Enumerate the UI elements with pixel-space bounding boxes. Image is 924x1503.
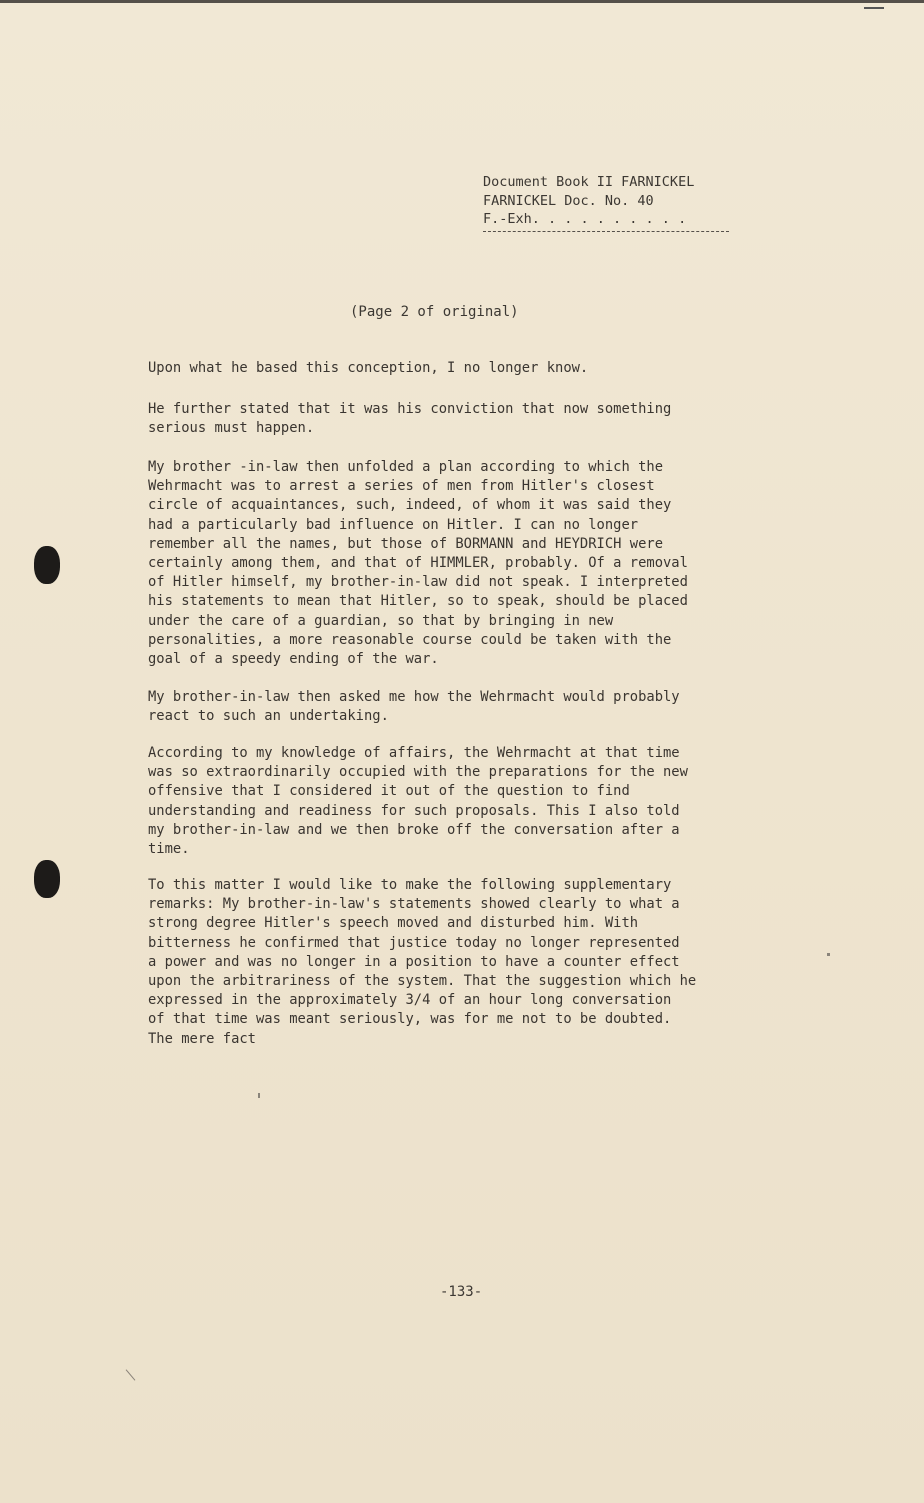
text-line: remarks: My brother-in-law's statements showed clearly to what a [148,896,680,913]
text-line: of Hitler himself, my brother-in-law did not speak. I interpreted [148,574,688,591]
text-line: certainly among them, and that of HIMMLER, probably. Of a removal [148,555,688,572]
document-header [483,173,733,232]
text-line: He further stated that it was his conviction that now something [148,401,672,417]
text-line: My brother-in-law then asked me how the Wehrmacht would probably [148,689,680,705]
text-line: personalities, a more reasonable course could be taken with the [148,631,672,648]
text-line: his statements to mean that Hitler, so to speak, should be placed [148,593,688,610]
paragraph-2 [148,400,778,438]
corner-mark [864,1,884,9]
text-line: serious must happen. [148,420,315,437]
text-line: Wehrmacht was to arrest a series of men from Hitler's closest [148,478,655,495]
paragraph-1 [148,359,778,378]
text-line: understanding and readiness for such proposals. This I also told [148,802,680,819]
text-line: According to my knowledge of affairs, the Wehrmacht at that time [148,745,680,761]
text-line: was so extraordinarily occupied with the preparations for the new [148,764,688,781]
text-line: circle of acquaintances, such, indeed, of whom it was said they [148,497,672,514]
text-line: had a particularly bad influence on Hitler. I can no longer [148,516,639,533]
text-line: remember all the names, but those of BORMANN and HEYDRICH were [148,535,663,552]
paragraph-3 [148,458,778,669]
text-line: strong degree Hitler's speech moved and disturbed him. With [148,915,639,932]
punch-hole [34,860,60,898]
text-line: The mere fact [148,1030,256,1047]
header-exhibit-line: F.-Exh. . . . . . . . . . [483,211,687,227]
text-line: bitterness he confirmed that justice today no longer represented [148,934,680,951]
header-underline [483,231,729,232]
paper-speck [258,1093,260,1098]
text-line: expressed in the approximately 3/4 of an hour long conversation [148,992,672,1009]
text-line: upon the arbitrariness of the system. That the suggestion which he [148,973,697,990]
text-line: react to such an undertaking. [148,708,389,725]
text-line: my brother-in-law and we then broke off the conversation after a [148,821,680,838]
text-line: goal of a speedy ending of the war. [148,651,439,668]
text-line: offensive that I considered it out of the question to find [148,783,630,800]
punch-hole [34,546,60,584]
page-number: -133- [440,1284,483,1300]
paper-speck [827,953,830,956]
paragraph-4 [148,688,778,726]
paragraph-5 [148,744,778,859]
paragraph-6 [148,876,778,1049]
text-line: of that time was meant seriously, was for me not to be doubted. [148,1011,672,1028]
header-doc-line: FARNICKEL Doc. No. 40 [483,192,654,209]
text-line: My brother -in-law then unfolded a plan according to which the [148,459,663,475]
text-line: a power and was no longer in a position to have a counter effect [148,953,680,970]
text-line: under the care of a guardian, so that by bringing in new [148,612,614,629]
paper-speck [126,1369,136,1380]
text-line: To this matter I would like to make the following supplementary [148,877,672,893]
header-book-line: Document Book II FARNICKEL [483,174,695,190]
page-of-original-note: (Page 2 of original) [350,304,519,320]
text-line: Upon what he based this conception, I no longer know. [148,360,589,376]
text-line: time. [148,841,190,858]
